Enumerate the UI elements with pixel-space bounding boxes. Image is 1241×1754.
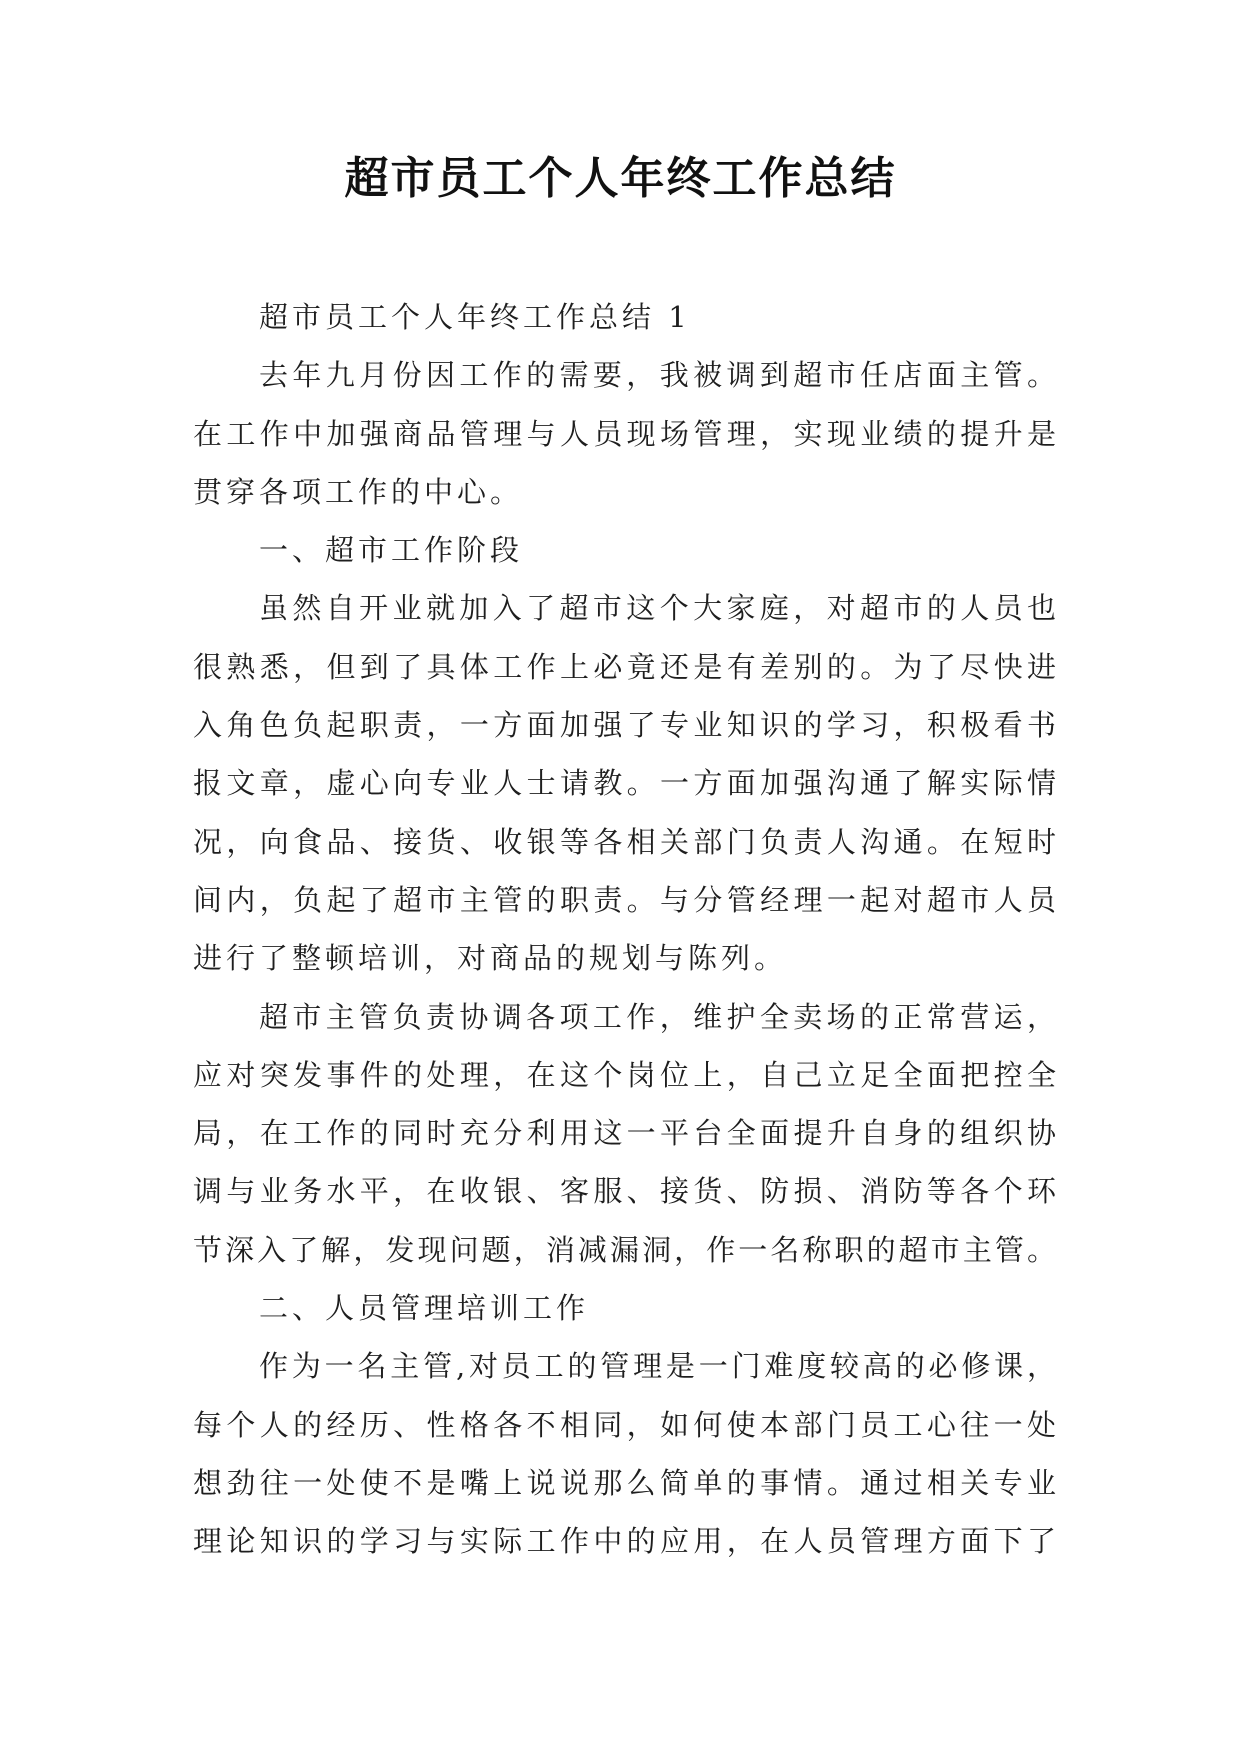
section-1-paragraph-1 [193,579,1056,987]
paragraph-line: 贯穿各项工作的中心。 [193,474,524,509]
paragraph-line: 很熟悉，但到了具体工作上必竟还是有差别的。为了尽快进 [193,649,1056,684]
paragraph-line: 理论知识的学习与实际工作中的应用，在人员管理方面下了 [193,1524,1056,1559]
section-1-heading: 一、超市工作阶段 [259,533,524,568]
paragraph-line: 超市主管负责协调各项工作，维护全卖场的正常营运， [259,999,1056,1034]
paragraph-line: 应对突发事件的处理，在这个岗位上，自己立足全面把控全 [193,1057,1056,1092]
paragraph-line: 间内，负起了超市主管的职责。与分管经理一起对超市人员 [193,882,1056,917]
section-1 [193,521,1056,1279]
paragraph-line: 每个人的经历、性格各不相同，如何使本部门员工心往一处 [193,1407,1056,1442]
paragraph-line: 进行了整顿培训，对商品的规划与陈列。 [193,941,788,976]
section-heading-main: 超市员工个人年终工作总结 1 [259,300,691,334]
paragraph-line: 想劲往一处使不是嘴上说说那么简单的事情。通过相关专业 [193,1465,1056,1500]
intro-paragraph [193,346,1056,521]
section-1-paragraph-2 [193,988,1056,1279]
section-2-heading: 二、人员管理培训工作 [259,1291,590,1326]
paragraph-line: 调与业务水平，在收银、客服、接货、防损、消防等各个环 [193,1174,1056,1209]
document-body [193,288,1056,1571]
section-2 [193,1279,1056,1570]
paragraph-line: 况，向食品、接货、收银等各相关部门负责人沟通。在短时 [193,824,1056,859]
section-2-paragraph-1 [193,1337,1056,1570]
paragraph-line: 作为一名主管,对员工的管理是一门难度较高的必修课， [259,1349,1056,1384]
paragraph-line: 入角色负起职责，一方面加强了专业知识的学习，积极看书 [193,708,1056,743]
paragraph-line: 报文章，虚心向专业人士请教。一方面加强沟通了解实际情 [193,766,1056,801]
document-title: 超市员工个人年终工作总结 [344,153,897,204]
paragraph-line: 去年九月份因工作的需要，我被调到超市任店面主管。 [259,358,1056,393]
paragraph-line: 局，在工作的同时充分利用这一平台全面提升自身的组织协 [193,1116,1056,1151]
paragraph-line: 虽然自开业就加入了超市这个大家庭，对超市的人员也 [259,591,1056,626]
paragraph-line: 节深入了解，发现问题，消减漏洞，作一名称职的超市主管。 [193,1232,1056,1267]
paragraph-line: 在工作中加强商品管理与人员现场管理，实现业绩的提升是 [193,416,1056,451]
